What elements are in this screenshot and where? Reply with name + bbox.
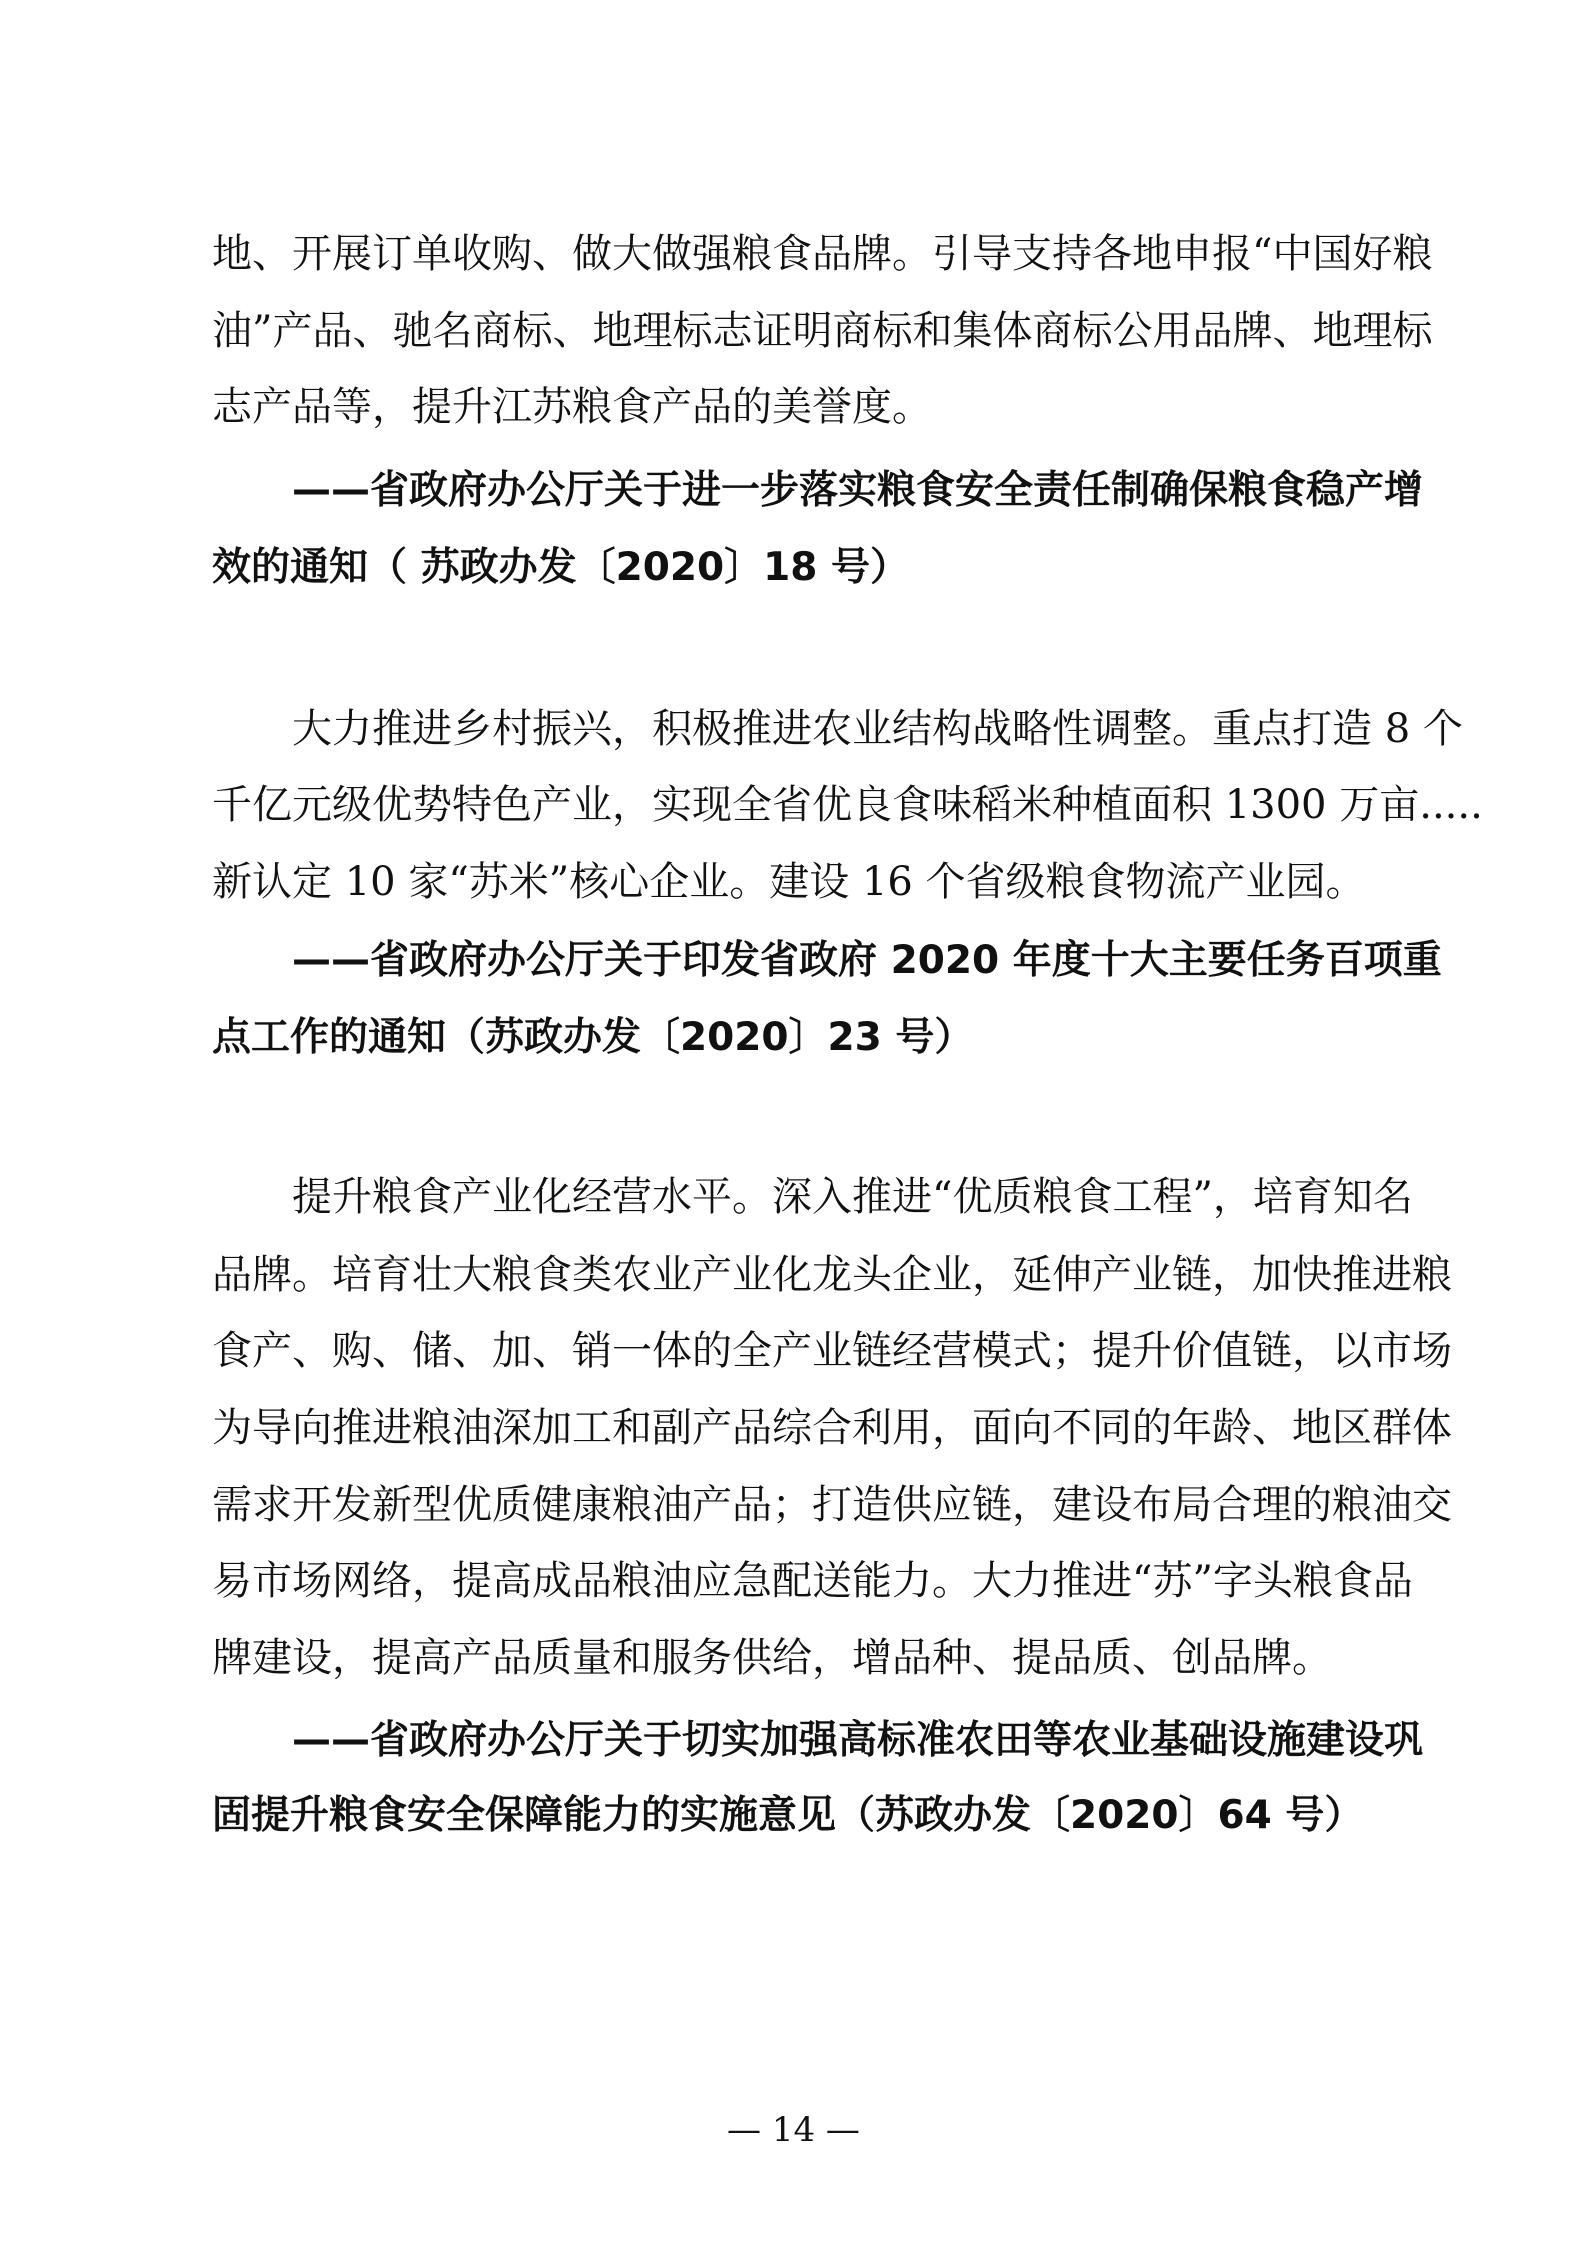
paragraph-line: 品牌。培育壮大粮食类农业产业化龙头企业，延伸产业链，加快推进粮 — [212, 1252, 1452, 1298]
paragraph-line: 志产品等，提升江苏粮食产品的美誉度。 — [212, 384, 932, 430]
paragraph-line: 易市场网络，提高成品粮油应急配送能力。大力推进“苏”字头粮食品 — [212, 1558, 1413, 1604]
paragraph-line: 地、开展订单收购、做大做强粮食品牌。引导支持各地申报“中国好粮 — [212, 231, 1433, 277]
citation-line: ——省政府办公厅关于进一步落实粮食安全责任制确保粮食稳产增 — [292, 468, 1424, 513]
citation-line: 固提升粮食安全保障能力的实施意见（苏政办发〔2020〕64 号） — [212, 1793, 1364, 1838]
paragraph-line: 油”产品、驰名商标、地理标志证明商标和集体商标公用品牌、地理标 — [212, 308, 1433, 354]
paragraph-line: 为导向推进粮油深加工和副产品综合利用，面向不同的年龄、地区群体 — [212, 1405, 1452, 1451]
paragraph-line: 千亿元级优势特色产业，实现全省优良食味稻米种植面积 1300 万亩..... — [212, 782, 1483, 828]
citation-line: ——省政府办公厅关于切实加强高标准农田等农业基础设施建设巩 — [292, 1718, 1424, 1763]
citation-line: 点工作的通知（苏政办发〔2020〕23 号） — [212, 1015, 974, 1060]
page-number: — 14 — — [727, 2110, 860, 2150]
citation-line: 效的通知（ 苏政办发〔2020〕18 号） — [212, 545, 909, 590]
paragraph-line: 提升粮食产业化经营水平。深入推进“优质粮食工程”，培育知名 — [292, 1174, 1413, 1220]
paragraph-line: 食产、购、储、加、销一体的全产业链经营模式；提升价值链，以市场 — [212, 1328, 1452, 1374]
paragraph-line: 牌建设，提高产品质量和服务供给，增品种、提品质、创品牌。 — [212, 1635, 1332, 1681]
paragraph-line: 需求开发新型优质健康粮油产品；打造供应链，建设布局合理的粮油交 — [212, 1482, 1452, 1528]
citation-line: ——省政府办公厅关于印发省政府 2020 年度十大主要任务百项重 — [292, 938, 1442, 983]
paragraph-line: 大力推进乡村振兴，积极推进农业结构战略性调整。重点打造 8 个 — [292, 706, 1463, 752]
paragraph-line: 新认定 10 家“苏米”核心企业。建设 16 个省级粮食物流产业园。 — [212, 859, 1366, 905]
